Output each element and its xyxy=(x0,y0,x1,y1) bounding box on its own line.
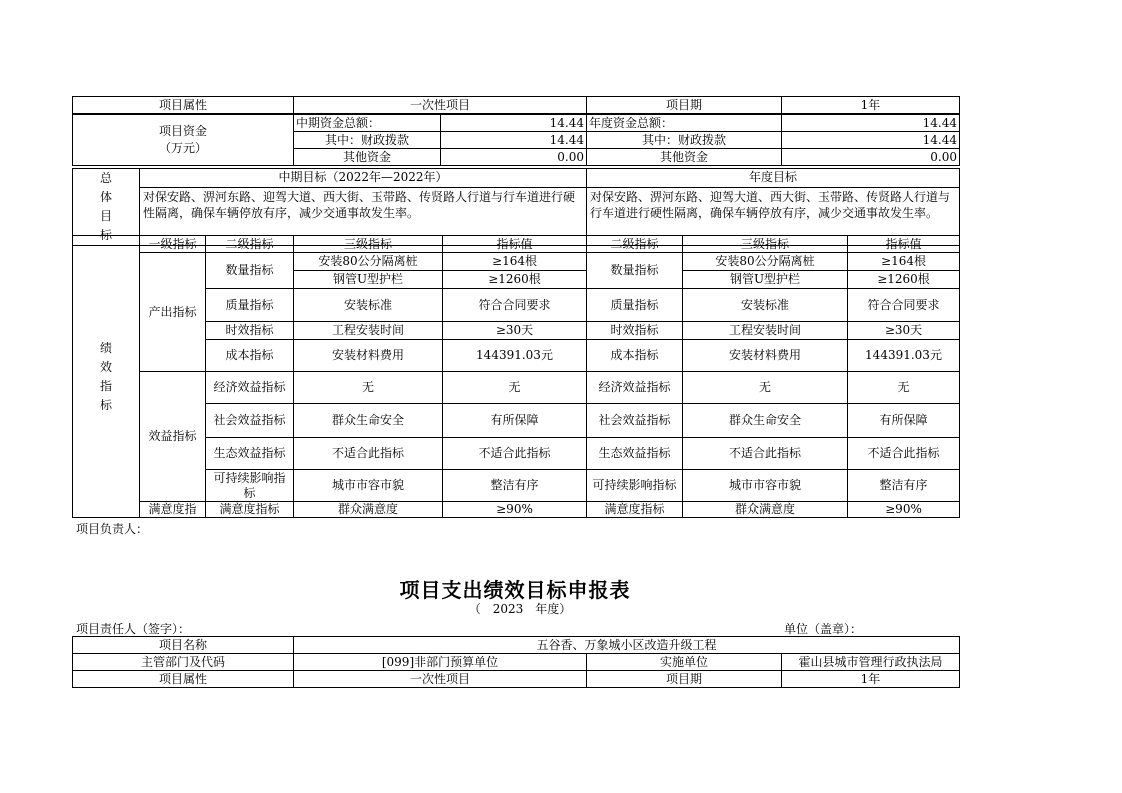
impl-label: 实施单位 xyxy=(587,654,782,671)
row9-v: ≥90% xyxy=(443,502,587,518)
row3-l2b: 时效指标 xyxy=(587,322,683,340)
row3-l3: 工程安装时间 xyxy=(294,322,443,340)
dept-value: [099]非部门预算单位 xyxy=(294,654,587,671)
row1-vb: ≥1260根 xyxy=(848,271,960,289)
row4-l2b: 成本指标 xyxy=(587,340,683,372)
name-value: 五谷香、万象城小区改造升级工程 xyxy=(294,637,960,654)
row2-vb: 符合合同要求 xyxy=(848,289,960,322)
year-total: 14.44 xyxy=(782,115,960,132)
row9-l3b: 群众满意度 xyxy=(683,502,848,518)
year-other-label: 其他资金 xyxy=(587,149,782,166)
mid-other-label: 其他资金 xyxy=(294,149,441,166)
quantity-label: 数量指标 xyxy=(206,253,294,289)
row8-vb: 整洁有序 xyxy=(848,470,960,502)
year-other: 0.00 xyxy=(782,149,960,166)
hdr-l2b: 二级指标 xyxy=(587,236,683,253)
mid-goal-header: 中期目标（2022年—2022年） xyxy=(140,169,587,188)
mid-total: 14.44 xyxy=(441,115,587,132)
attr-value-2: 一次性项目 xyxy=(294,671,587,688)
hdr-l1: 一级指标 xyxy=(140,236,206,253)
row8-l3b: 城市市容市貌 xyxy=(683,470,848,502)
row6-v: 有所保障 xyxy=(443,404,587,438)
hdr-l3b: 三级指标 xyxy=(683,236,848,253)
output-label: 产出指标 xyxy=(140,253,206,372)
row7-l3b: 不适合此指标 xyxy=(683,438,848,470)
row6-l3b: 群众生命安全 xyxy=(683,404,848,438)
row3-l3b: 工程安装时间 xyxy=(683,322,848,340)
unit-seal: 单位（盖章）： xyxy=(784,622,863,636)
hdr-valb: 指标值 xyxy=(848,236,960,253)
row2-l2: 质量指标 xyxy=(206,289,294,322)
row4-l2: 成本指标 xyxy=(206,340,294,372)
row1-v: ≥1260根 xyxy=(443,271,587,289)
row3-v: ≥30天 xyxy=(443,322,587,340)
satisfaction-label: 满意度指 xyxy=(140,502,206,518)
fund-block xyxy=(72,114,959,168)
row1-l3: 钢管U型护栏 xyxy=(294,271,443,289)
row8-l2: 可持续影响指标 xyxy=(206,470,294,502)
form-title: 项目支出绩效目标申报表 xyxy=(399,578,631,602)
row9-l2: 满意度指标 xyxy=(206,502,294,518)
row7-l2: 生态效益指标 xyxy=(206,438,294,470)
row6-l2: 社会效益指标 xyxy=(206,404,294,438)
row2-v: 符合合同要求 xyxy=(443,289,587,322)
row8-v: 整洁有序 xyxy=(443,470,587,502)
row9-vb: ≥90% xyxy=(848,502,960,518)
year-fiscal-label: 其中：财政拨款 xyxy=(587,132,782,149)
row3-l2: 时效指标 xyxy=(206,322,294,340)
row5-vb: 无 xyxy=(848,372,960,404)
row4-l3b: 安装材料费用 xyxy=(683,340,848,372)
row2-l3b: 安装标准 xyxy=(683,289,848,322)
fund-label: 项目资金 xyxy=(158,124,207,138)
period-value-2: 1年 xyxy=(782,671,960,688)
row9-l3: 群众满意度 xyxy=(294,502,443,518)
mid-other: 0.00 xyxy=(441,149,587,166)
row9-l2b: 满意度指标 xyxy=(587,502,683,518)
row7-l3: 不适合此指标 xyxy=(294,438,443,470)
row7-v: 不适合此指标 xyxy=(443,438,587,470)
attr-value: 一次性项目 xyxy=(294,97,587,114)
mid-goal-text: 对保安路、淠河东路、迎驾大道、西大街、玉带路、传贤路人行道与行车道进行硬性隔离，确保车辆停放有序，减少交通事故发生率。 xyxy=(140,187,587,245)
row5-l3: 无 xyxy=(294,372,443,404)
benefit-label: 效益指标 xyxy=(140,372,206,502)
budget-table xyxy=(72,96,960,114)
attr-label: 项目属性 xyxy=(73,97,294,114)
responsible-sign: 项目责任人（签字）： xyxy=(76,622,191,636)
row5-l3b: 无 xyxy=(683,372,848,404)
period-label: 项目期 xyxy=(587,97,782,114)
row0-l3b: 安装80公分隔离桩 xyxy=(683,253,848,271)
row8-l2b: 可持续影响指标 xyxy=(587,470,683,502)
hdr-l2: 二级指标 xyxy=(206,236,294,253)
goal-label: 总体目标 xyxy=(73,169,140,246)
period-label-2: 项目期 xyxy=(587,671,782,688)
row0-v: ≥164根 xyxy=(443,253,587,271)
row4-vb: 144391.03元 xyxy=(848,340,960,372)
year-goal-text: 对保安路、淠河东路、迎驾大道、西大街、玉带路、传贤路人行道与行车道进行硬性隔离，确保车辆停放有序，减少交通事故发生率。 xyxy=(587,187,960,245)
row8-l3: 城市市容市貌 xyxy=(294,470,443,502)
row2-l3: 安装标准 xyxy=(294,289,443,322)
row0-l3: 安装80公分隔离桩 xyxy=(294,253,443,271)
hdr-l3: 三级指标 xyxy=(294,236,443,253)
row5-v: 无 xyxy=(443,372,587,404)
row6-l2b: 社会效益指标 xyxy=(587,404,683,438)
row4-l3: 安装材料费用 xyxy=(294,340,443,372)
year-fiscal: 14.44 xyxy=(782,132,960,149)
row2-l2b: 质量指标 xyxy=(587,289,683,322)
mid-fiscal-label: 其中：财政拨款 xyxy=(294,132,441,149)
responsible-footer: 项目负责人： xyxy=(76,522,149,536)
mid-total-label: 中期资金总额： xyxy=(294,115,441,132)
quantity-label-b: 数量指标 xyxy=(587,253,683,289)
project-info-table xyxy=(72,636,960,688)
fund-table xyxy=(72,114,960,166)
year-total-label: 年度资金总额： xyxy=(587,115,782,132)
row3-vb: ≥30天 xyxy=(848,322,960,340)
row6-l3: 群众生命安全 xyxy=(294,404,443,438)
perf-table xyxy=(72,235,960,518)
row6-vb: 有所保障 xyxy=(848,404,960,438)
row7-vb: 不适合此指标 xyxy=(848,438,960,470)
perf-label: 绩效指标 xyxy=(73,236,140,518)
fund-unit: （万元） xyxy=(158,141,207,155)
dept-label: 主管部门及代码 xyxy=(73,654,294,671)
period-value: 1年 xyxy=(782,97,960,114)
row4-v: 144391.03元 xyxy=(443,340,587,372)
impl-value: 霍山县城市管理行政执法局 xyxy=(782,654,960,671)
row7-l2b: 生态效益指标 xyxy=(587,438,683,470)
attr-label-2: 项目属性 xyxy=(73,671,294,688)
row5-l2b: 经济效益指标 xyxy=(587,372,683,404)
year-line: （ 2023 年度） xyxy=(468,602,572,616)
row1-l3b: 钢管U型护栏 xyxy=(683,271,848,289)
mid-fiscal: 14.44 xyxy=(441,132,587,149)
hdr-val: 指标值 xyxy=(443,236,587,253)
row5-l2: 经济效益指标 xyxy=(206,372,294,404)
row0-vb: ≥164根 xyxy=(848,253,960,271)
year-goal-header: 年度目标 xyxy=(587,169,960,188)
name-label: 项目名称 xyxy=(73,637,294,654)
